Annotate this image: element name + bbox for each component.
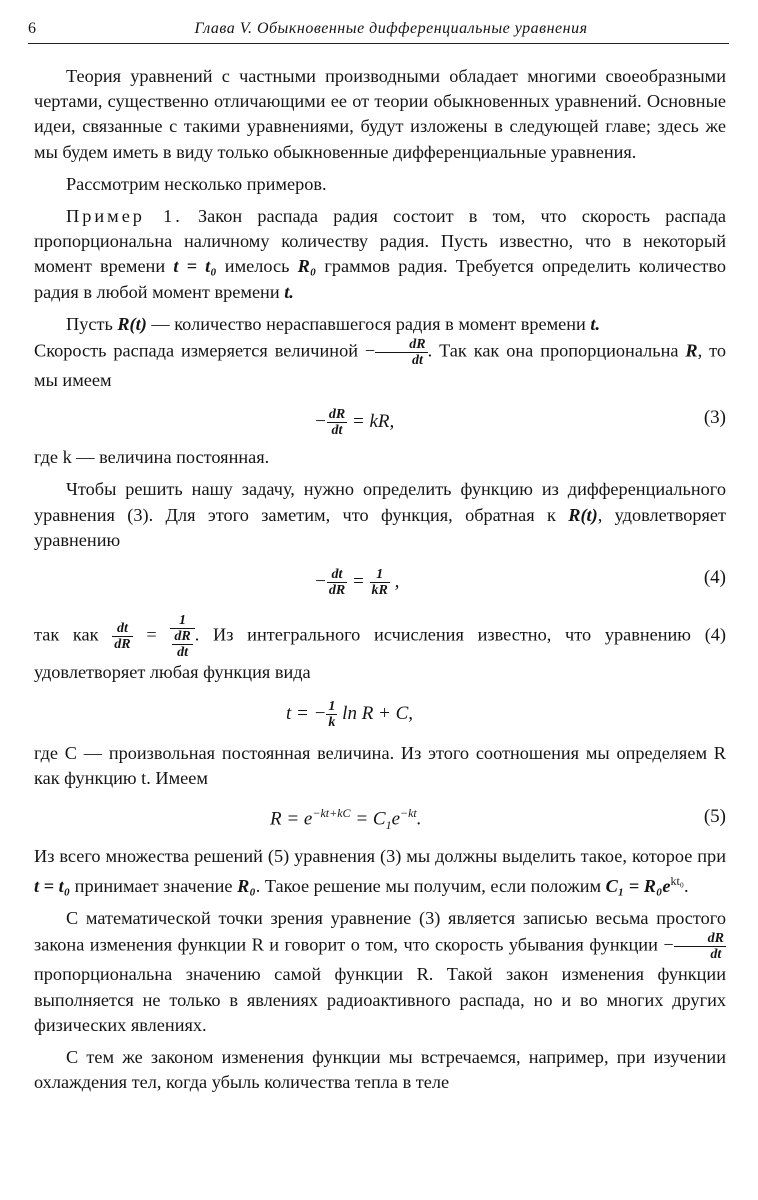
running-title: Глава V. Обыкновенные дифференциальные уравнения (194, 20, 588, 37)
frac-denominator: dt (411, 353, 423, 369)
inner-denominator: dt (177, 645, 188, 661)
paragraph-4 (34, 312, 726, 393)
equation-5-row (34, 792, 726, 844)
eq4-fraction-right (370, 567, 390, 598)
eq3-numerator: dR (328, 407, 346, 423)
equation-5: $R = e^{-kt+kC} = C_1e^{-kt}$. (270, 805, 422, 832)
p3-part-b: имелось (216, 256, 298, 277)
p10-part-b: пропорциональна значению самой функции R. Такой закон изменения функции выполняется не только в явлениях радиоактивного распада, но и во многих других физических явлениях. (34, 964, 726, 1035)
page-header (28, 16, 728, 40)
eq4-tail: , (389, 570, 400, 592)
eq5-lhs: R = e (270, 807, 313, 829)
p10-part-a: С математической точки зрения уравнение (3) является записью весьма простого закона изменения функции R и говорит о том, что скорость убывания функции (34, 908, 726, 956)
p4-part-a: Пусть (66, 313, 118, 334)
math-r: R (685, 340, 698, 361)
p7-part-a: так как (34, 624, 113, 645)
paragraph-5: где k — величина постоянная. (34, 447, 270, 468)
p10-fraction (674, 931, 726, 962)
eq3-denominator: dt (331, 423, 343, 439)
compound-fraction (170, 613, 194, 660)
paragraph-2: Рассмотрим несколько примеров. (66, 173, 327, 194)
equation-number-4: (4) (703, 567, 726, 589)
equation-3 (314, 407, 394, 438)
p9-part-b: принимает значение (70, 875, 238, 896)
math-r-of-t: R(t) (117, 313, 147, 334)
header-rule (28, 43, 729, 44)
equation-3-row (34, 393, 726, 445)
paragraph-1: Теория уравнений с частными производными обладает многими своеобразными чертами, существенно отличающими ее от теории обыкновенных уравнений. Основные идеи, связанные с такими уравнениями, будут изложены в следующей главе; здесь же мы будем иметь в виду только обыкновенные дифференциальные уравнения. (34, 66, 726, 162)
equation-number-3: (3) (703, 407, 726, 429)
eq4-right-denominator: kR (371, 583, 388, 599)
p10-denominator: dt (710, 947, 722, 963)
fraction-dt-dr (112, 621, 132, 652)
eq4-left-denominator: dR (328, 583, 346, 599)
compound-denominator (170, 629, 194, 660)
p9-part-a: Из всего множества решений (5) уравнения (3) мы должны выделить такое, которое при (34, 845, 726, 866)
equation-6-row (34, 685, 726, 741)
math-c1-exponent: kt₀ (670, 873, 684, 888)
eq4-minus: − (314, 570, 327, 592)
equation-number-5: (5) (703, 805, 726, 827)
math-t-2: t. (590, 313, 601, 334)
p4-part-e: , то мы имеем (34, 340, 726, 391)
paragraph-11: С тем же законом изменения функции мы встречаемся, например, при изучении охлаждения тел, когда убыль количества тепла в теле (34, 1046, 726, 1093)
math-r0-2: R₀ (237, 875, 256, 896)
p6-part-b: , удовлетворяет уравнению (34, 504, 726, 550)
eq6-numerator: 1 (328, 699, 336, 715)
frac-dt-denominator: dR (114, 637, 131, 653)
p6-part-a: Чтобы решить нашу задачу, нужно определить функцию из дифференциального уравнения (3). Для этого заметим, что функция, обратная к (34, 479, 726, 525)
eq3-fraction (327, 407, 347, 438)
p3-part-a: Закон распада радия состоит в том, что скорость распада пропорциональна наличному количеству радия. Пусть известно, что в некоторый момент времени (34, 206, 726, 277)
math-r-of-t-2: R(t) (568, 504, 598, 525)
math-t-eq-t0-2: t = t₀ (34, 875, 71, 896)
p4-part-c: Скорость распада измеряется величиной (34, 340, 365, 361)
paragraph-9: Из всего множества решений (5) уравнения (3) мы должны выделить такое, которое при t = t₀ принимает значение R₀. Такое решение мы получим, если положим $C_1 = R_0e^{kt_0}$. (34, 845, 726, 896)
p4-part-b: — количество нераспавшегося радия в момент времени (146, 313, 591, 334)
paragraph-10 (34, 906, 726, 1038)
example-label: Пример 1. (66, 206, 183, 227)
p3-part-c: граммов радия. Требуется определить количество радия в любой момент времени (34, 256, 727, 302)
equation-6 (286, 699, 413, 730)
eq4-fraction-left (327, 567, 347, 598)
p10-numerator: dR (674, 931, 726, 947)
math-t: t. (284, 281, 294, 302)
math-r0: R₀ (297, 256, 317, 277)
equation-4 (314, 567, 399, 598)
paragraph-7 (34, 613, 726, 685)
frac-dt-numerator: dt (112, 621, 132, 637)
paragraph-6 (34, 477, 726, 553)
inner-fraction (172, 629, 192, 660)
p7-equals: = (132, 624, 171, 645)
inner-numerator: dR (174, 629, 191, 645)
math-minus: − (364, 340, 376, 361)
p9-part-c: . Такое решение мы получим, если положим (255, 875, 606, 896)
frac-numerator: dR (375, 337, 427, 353)
eq6-lhs: t = − (286, 703, 327, 725)
math-c1-assign: C₁ = R₀e (605, 875, 671, 896)
fraction-dr-dt (375, 337, 427, 368)
paragraph-3 (34, 204, 726, 305)
paragraph-8: где C — произвольная постоянная величина. Из этого соотношения мы определяем R как функцию t. Имеем (34, 743, 726, 789)
equation-4-row (34, 553, 726, 609)
page-body (34, 64, 726, 1095)
eq5-exponent-2: −kt (400, 805, 417, 820)
eq5-exponent-1: −kt+kC (312, 805, 351, 820)
eq5-mid: = C (350, 807, 386, 829)
eq6-fraction (326, 699, 337, 730)
math-t-eq-t0: t = t₀ (173, 256, 217, 277)
eq3-rhs: = kR, (347, 411, 395, 433)
eq5-end: . (416, 807, 422, 829)
eq3-minus: − (314, 411, 327, 433)
eq4-left-numerator: dt (327, 567, 347, 583)
eq4-right-numerator: 1 (370, 567, 390, 583)
p7-part-b: . Из интегрального исчисления известно, что уравнению (4) удовлетворяет любая функция вида (34, 624, 727, 683)
compound-numerator: 1 (170, 613, 194, 629)
p10-minus: − (663, 935, 674, 956)
eq6-denominator: k (328, 715, 336, 731)
page-number: 6 (28, 20, 36, 37)
eq4-equals: = (347, 570, 370, 592)
p4-part-d: . Так как она пропорциональна (427, 340, 686, 361)
eq6-tail: ln R + C, (337, 703, 414, 725)
